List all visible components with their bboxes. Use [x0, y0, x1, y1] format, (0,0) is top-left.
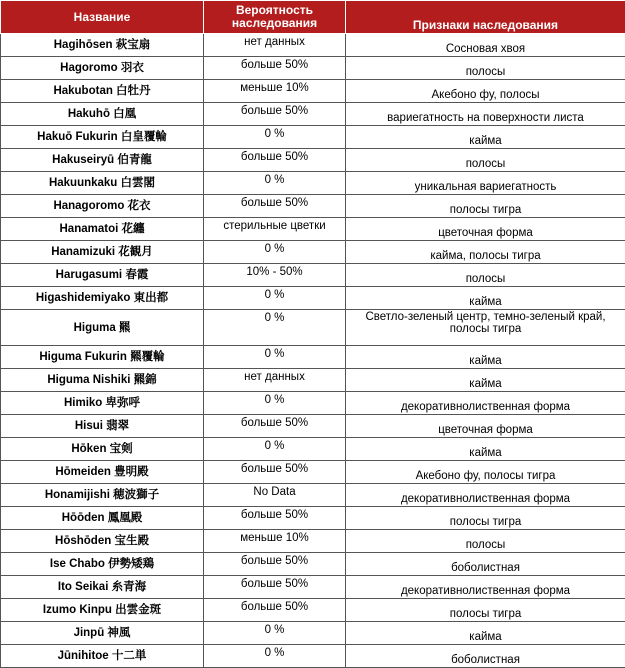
cultivar-name: Hakuunkaku 白雲閣 [1, 172, 204, 195]
inheritance-probability: больше 50% [204, 553, 346, 576]
inheritance-traits: кайма [346, 369, 625, 392]
inheritance-traits: кайма [346, 438, 625, 461]
cultivar-name: Hōōden 鳳凰殿 [1, 507, 204, 530]
table-row [1, 149, 625, 172]
inheritance-traits: Акебоно фу, полосы [346, 80, 625, 103]
inheritance-traits: декоративнолиственная форма [346, 484, 625, 507]
cultivar-name: Higuma 羆 [1, 310, 204, 346]
inheritance-probability: 0 % [204, 241, 346, 264]
table-row [1, 392, 625, 415]
cultivar-name: Jinpū 神風 [1, 622, 204, 645]
inheritance-traits: кайма [346, 287, 625, 310]
inheritance-traits: вариегатность на поверхности листа [346, 103, 625, 126]
cultivar-name: Honamijishi 穂波獅子 [1, 484, 204, 507]
table-row [1, 195, 625, 218]
table-row [1, 507, 625, 530]
inheritance-traits: полосы [346, 264, 625, 287]
inheritance-probability: стерильные цветки [204, 218, 346, 241]
header-name: Название [1, 1, 204, 34]
inheritance-traits: кайма, полосы тигра [346, 241, 625, 264]
cultivar-name: Harugasumi 春霞 [1, 264, 204, 287]
inheritance-probability: больше 50% [204, 507, 346, 530]
header-traits: Признаки наследования [346, 1, 625, 34]
cultivar-name: Jūnihitoe 十二単 [1, 645, 204, 668]
table-row [1, 218, 625, 241]
cultivar-name: Higuma Fukurin 羆覆輪 [1, 346, 204, 369]
inheritance-traits: боболистная [346, 553, 625, 576]
table-row [1, 103, 625, 126]
inheritance-probability: больше 50% [204, 149, 346, 172]
cultivar-name: Hisui 翡翠 [1, 415, 204, 438]
table-row [1, 530, 625, 553]
table-body [1, 34, 625, 668]
inheritance-probability: больше 50% [204, 461, 346, 484]
inheritance-probability: 0 % [204, 310, 346, 346]
inheritance-traits: кайма [346, 346, 625, 369]
inheritance-probability: 0 % [204, 438, 346, 461]
inheritance-traits: кайма [346, 622, 625, 645]
inheritance-probability: 0 % [204, 622, 346, 645]
table-row [1, 645, 625, 668]
inheritance-traits: полосы тигра [346, 507, 625, 530]
inheritance-traits: декоративнолиственная форма [346, 392, 625, 415]
inheritance-traits: цветочная форма [346, 218, 625, 241]
table-row [1, 599, 625, 622]
inheritance-probability: 0 % [204, 645, 346, 668]
inheritance-probability: меньше 10% [204, 530, 346, 553]
cultivar-name: Izumo Kinpu 出雲金斑 [1, 599, 204, 622]
cultivar-name: Hanagoromo 花衣 [1, 195, 204, 218]
inheritance-probability: меньше 10% [204, 80, 346, 103]
cultivar-name: Ito Seikai 糸青海 [1, 576, 204, 599]
inheritance-traits: полосы тигра [346, 195, 625, 218]
cultivar-name: Hanamizuki 花観月 [1, 241, 204, 264]
table-row [1, 438, 625, 461]
cultivar-name: Ise Chabo 伊勢矮鶏 [1, 553, 204, 576]
inheritance-probability: 0 % [204, 346, 346, 369]
inheritance-probability: 0 % [204, 126, 346, 149]
inheritance-probability: 0 % [204, 287, 346, 310]
cultivar-name: Hagihōsen 萩宝扇 [1, 34, 204, 57]
inheritance-traits: Сосновая хвоя [346, 34, 625, 57]
header-probability: Вероятность наследования [204, 1, 346, 34]
table-row [1, 310, 625, 346]
cultivar-name: Higashidemiyako 東出都 [1, 287, 204, 310]
inheritance-traits: полосы [346, 57, 625, 80]
cultivar-name: Higuma Nishiki 羆錦 [1, 369, 204, 392]
inheritance-probability: больше 50% [204, 599, 346, 622]
inheritance-traits: кайма [346, 126, 625, 149]
inheritance-traits: боболистная [346, 645, 625, 668]
inheritance-traits: полосы [346, 149, 625, 172]
table-header-row [1, 1, 625, 34]
inheritance-probability: больше 50% [204, 57, 346, 80]
table-row [1, 576, 625, 599]
cultivar-name: Hakuō Fukurin 白皇覆輪 [1, 126, 204, 149]
cultivar-name: Himiko 卑弥呼 [1, 392, 204, 415]
inheritance-traits: цветочная форма [346, 415, 625, 438]
table-row [1, 346, 625, 369]
table-row [1, 415, 625, 438]
table-row [1, 484, 625, 507]
cultivar-name: Hakuseiryū 伯青龍 [1, 149, 204, 172]
inheritance-probability: No Data [204, 484, 346, 507]
cultivar-name: Hōshōden 宝生殿 [1, 530, 204, 553]
inheritance-probability: 0 % [204, 172, 346, 195]
inheritance-probability: больше 50% [204, 415, 346, 438]
cultivar-name: Hanamatoi 花纏 [1, 218, 204, 241]
inheritance-probability: больше 50% [204, 103, 346, 126]
table-row [1, 461, 625, 484]
inheritance-traits: уникальная вариегатность [346, 172, 625, 195]
inheritance-probability: 10% - 50% [204, 264, 346, 287]
table-row [1, 172, 625, 195]
table-row [1, 287, 625, 310]
table-row [1, 126, 625, 149]
inheritance-probability: больше 50% [204, 195, 346, 218]
table-row [1, 241, 625, 264]
inheritance-traits: Светло-зеленый центр, темно-зеленый край, полосы тигра [346, 310, 625, 346]
inheritance-probability: больше 50% [204, 576, 346, 599]
table-row [1, 34, 625, 57]
table-row [1, 57, 625, 80]
inheritance-traits: Акебоно фу, полосы тигра [346, 461, 625, 484]
table-row [1, 553, 625, 576]
cultivar-name: Hakuhō 白凰 [1, 103, 204, 126]
cultivar-name: Hakubotan 白牡丹 [1, 80, 204, 103]
cultivar-name: Hōmeiden 豊明殿 [1, 461, 204, 484]
table-row [1, 369, 625, 392]
table-row [1, 80, 625, 103]
cultivar-name: Hagoromo 羽衣 [1, 57, 204, 80]
inheritance-probability: 0 % [204, 392, 346, 415]
table-row [1, 264, 625, 287]
inheritance-traits: полосы [346, 530, 625, 553]
inheritance-probability: нет данных [204, 369, 346, 392]
inheritance-traits: декоративнолиственная форма [346, 576, 625, 599]
table-row [1, 622, 625, 645]
cultivar-name: Hōken 宝剣 [1, 438, 204, 461]
inheritance-probability: нет данных [204, 34, 346, 57]
inheritance-traits: полосы тигра [346, 599, 625, 622]
